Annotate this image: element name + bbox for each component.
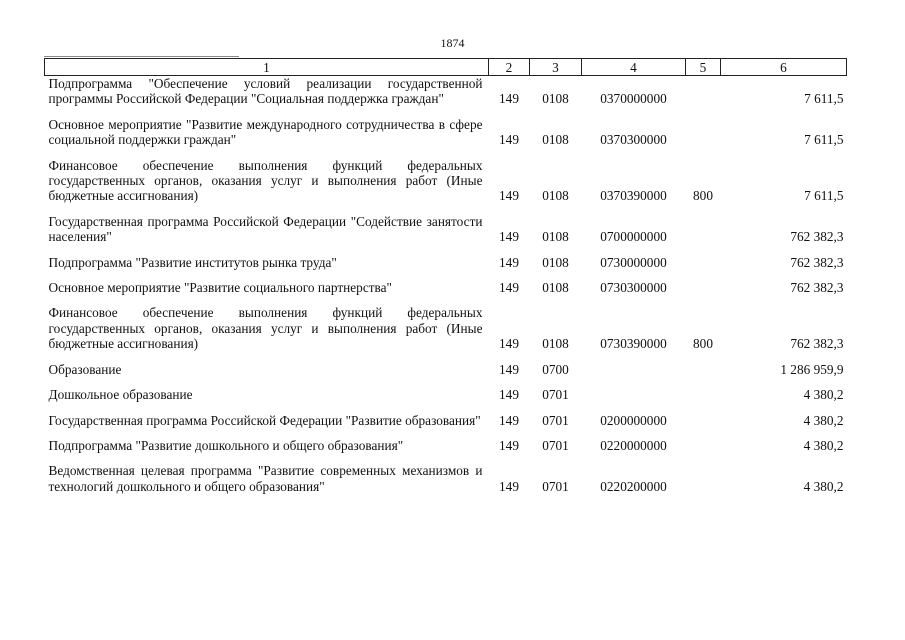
ministry-code: 149: [499, 478, 519, 494]
ministry-code: 149: [499, 336, 519, 352]
line-item-name: Дошкольное образование: [48, 387, 193, 403]
section-code: 0108: [542, 132, 569, 148]
amount: 1 286 959,9: [780, 361, 844, 377]
row-spacer: [45, 107, 847, 117]
table-row: [45, 117, 847, 148]
target-item-code: [582, 362, 686, 377]
amount: 4 380,2: [803, 437, 844, 453]
ministry-code: 149: [499, 412, 519, 428]
table-row: [45, 463, 847, 494]
ministry-code: 149: [499, 91, 519, 107]
section-code: 0108: [542, 229, 569, 245]
line-item-name: Подпрограмма "Обеспечение условий реализации государственной программы Российской Федерации "Социальная поддержка граждан": [48, 76, 483, 107]
line-item-name: Подпрограмма "Развитие институтов рынка труда": [48, 254, 337, 270]
row-spacer: [45, 428, 847, 438]
table-row: [45, 280, 847, 295]
amount: 762 382,3: [790, 254, 844, 270]
table-row: [45, 438, 847, 453]
expense-type-code: [686, 413, 721, 428]
row-spacer: [45, 270, 847, 280]
section-code: 0701: [542, 437, 569, 453]
column-header: 1: [45, 59, 489, 76]
section-code: 0700: [542, 361, 569, 377]
expense-type-code: [686, 214, 721, 245]
section-code: 0701: [542, 412, 569, 428]
line-item-name: Основное мероприятие "Развитие международного сотрудничества в сфере социальной поддержки граждан": [48, 116, 483, 148]
target-item-code: 0700000000: [600, 229, 667, 245]
line-item-name: Финансовое обеспечение выполнения функций федеральных государственных органов, оказания услуг и выполнения работ (Иные бюджетные ассигнования): [48, 157, 483, 204]
ministry-code: 149: [499, 132, 519, 148]
target-item-code: 0730000000: [600, 254, 667, 270]
line-item-name: Подпрограмма "Развитие дошкольного и общего образования": [48, 437, 404, 453]
table-row: [45, 255, 847, 270]
table-row: [45, 76, 847, 107]
expense-type-code: 800: [693, 336, 713, 352]
ministry-code: 149: [499, 280, 519, 296]
amount: 7 611,5: [804, 91, 844, 107]
expense-type-code: [686, 387, 721, 402]
target-item-code: 0220200000: [600, 478, 667, 494]
amount: 4 380,2: [803, 478, 844, 494]
row-spacer: [45, 245, 847, 255]
amount: 7 611,5: [804, 188, 844, 204]
ministry-code: 149: [499, 361, 519, 377]
line-item-name: Ведомственная целевая программа "Развитие современных механизмов и технологий дошкольного и общего образования": [48, 463, 483, 494]
amount: 4 380,2: [803, 412, 844, 428]
target-item-code: 0220000000: [600, 437, 667, 453]
target-item-code: 0200000000: [600, 412, 667, 428]
table-row: [45, 362, 847, 377]
section-code: 0701: [542, 478, 569, 494]
expense-type-code: [686, 76, 721, 107]
line-item-name: Государственная программа Российской Федерации "Содействие занятости населения": [48, 213, 483, 245]
table-row: [45, 158, 847, 204]
row-spacer: [45, 204, 847, 214]
target-item-code: 0730390000: [600, 336, 667, 352]
column-header: 2: [489, 59, 530, 76]
row-spacer: [45, 352, 847, 362]
row-spacer: [45, 148, 847, 158]
target-item-code: [582, 387, 686, 402]
section-code: 0108: [542, 254, 569, 270]
expense-type-code: [686, 463, 721, 494]
table-row: [45, 214, 847, 245]
line-item-name: Финансовое обеспечение выполнения функций федеральных государственных органов, оказания услуг и выполнения работ (Иные бюджетные ассигнования): [48, 305, 483, 352]
column-header: 5: [686, 59, 721, 76]
ministry-code: 149: [499, 254, 519, 270]
amount: 7 611,5: [804, 132, 844, 148]
section-code: 0108: [542, 336, 569, 352]
expense-type-code: [686, 280, 721, 295]
amount: 4 380,2: [803, 387, 844, 403]
table-row: [45, 413, 847, 428]
section-code: 0108: [542, 280, 569, 296]
target-item-code: 0370000000: [600, 91, 667, 107]
ministry-code: 149: [499, 387, 519, 403]
row-spacer: [45, 403, 847, 413]
ministry-code: 149: [499, 437, 519, 453]
target-item-code: 0730300000: [600, 280, 667, 296]
line-item-name: Образование: [48, 361, 122, 377]
header-rule: [44, 56, 239, 57]
expense-type-code: [686, 255, 721, 270]
table-row: [45, 387, 847, 402]
column-number-row: [45, 59, 847, 76]
expense-type-code: [686, 362, 721, 377]
ministry-code: 149: [499, 188, 519, 204]
amount: 762 382,3: [790, 229, 844, 245]
column-header: 4: [582, 59, 686, 76]
row-spacer: [45, 295, 847, 305]
section-code: 0108: [542, 91, 569, 107]
amount: 762 382,3: [790, 280, 844, 296]
target-item-code: 0370300000: [600, 132, 667, 148]
row-spacer: [45, 377, 847, 387]
row-spacer: [45, 453, 847, 463]
section-code: 0108: [542, 188, 569, 204]
expense-type-code: [686, 117, 721, 148]
expense-type-code: [686, 438, 721, 453]
amount: 762 382,3: [790, 336, 844, 352]
expense-type-code: 800: [693, 188, 713, 204]
ministry-code: 149: [499, 229, 519, 245]
column-header: 3: [530, 59, 582, 76]
page-number: 1874: [440, 36, 465, 50]
line-item-name: Государственная программа Российской Федерации "Развитие образования": [48, 412, 481, 428]
line-item-name: Основное мероприятие "Развитие социального партнерства": [48, 280, 392, 296]
target-item-code: 0370390000: [600, 188, 667, 204]
table-row: [45, 305, 847, 351]
budget-table: [44, 58, 847, 494]
section-code: 0701: [542, 387, 569, 403]
column-header: 6: [721, 59, 847, 76]
